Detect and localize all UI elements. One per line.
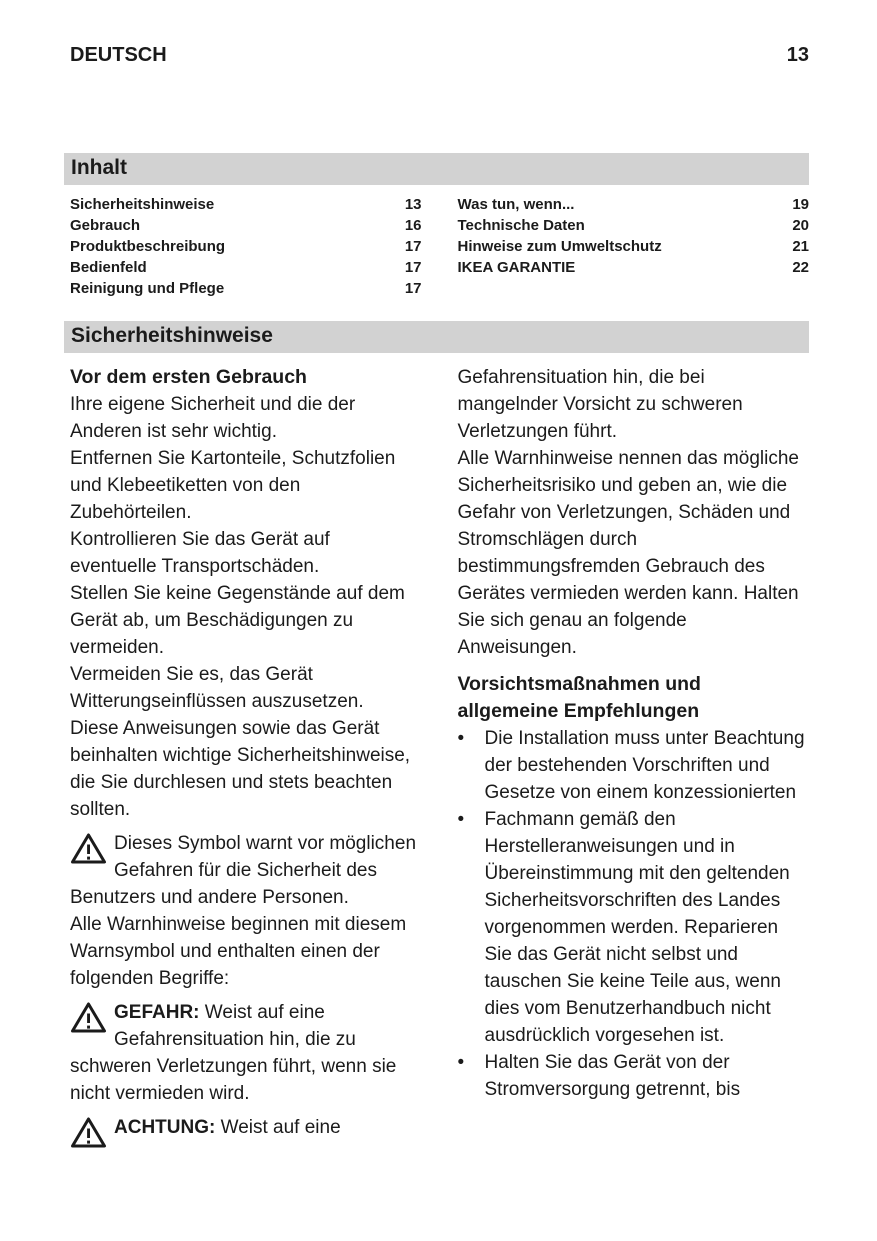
toc-entry-label: Produktbeschreibung <box>70 238 226 255</box>
table-of-contents <box>70 153 809 299</box>
toc-entry-label: Sicherheitshinweise <box>70 196 215 213</box>
paragraph: Vermeiden Sie es, das Gerät Witterungseinflüssen auszusetzen. <box>70 664 364 712</box>
toc-entry <box>70 278 422 299</box>
toc-column-left <box>70 194 422 299</box>
section-title-bar: Sicherheitshinweise <box>64 321 809 353</box>
caution-note <box>70 1114 422 1141</box>
toc-entry <box>70 194 422 215</box>
paragraph: Gefahrensituation hin, die bei mangelnder Vorsicht zu schweren Verletzungen führt. <box>457 367 743 442</box>
paragraph: Entfernen Sie Kartonteile, Schutzfolien und Klebeetiketten von den Zubehörteilen. <box>70 448 396 523</box>
right-column <box>458 364 810 1151</box>
page-number: 13 <box>786 44 809 66</box>
warning-triangle-icon <box>70 832 107 865</box>
paragraph: Kontrollieren Sie das Gerät auf eventuelle Transportschäden. <box>70 529 330 577</box>
toc-entry-label: Was tun, wenn... <box>457 196 575 213</box>
toc-entry-page: 17 <box>404 259 422 276</box>
toc-entry-label: Technische Daten <box>457 217 585 234</box>
caution-text: Weist auf eine <box>220 1117 341 1138</box>
toc-entry <box>458 236 810 257</box>
bullet-text: Fachmann gemäß den Herstelleranweisungen und in Übereinstimmung mit den geltenden Sicherheitsvorschriften des Landes vorgenommen werden. Reparieren Sie das Gerät nicht selbst und tauschen Sie keine Teile aus, wenn dies vom Benutzerhandbuch nicht ausdrücklich vorgesehen ist. <box>484 809 790 1046</box>
toc-entry-page: 17 <box>404 238 422 255</box>
paragraph: Alle Warnhinweise nennen das mögliche Sicherheitsrisiko und geben an, wie die Gefahr von Verletzungen, Schäden und Stromschlägen durch bestimmungsfremden Gebrauch des Gerätes vermieden werden kann. Halten Sie sich genau an folgende Anweisungen. <box>457 448 799 658</box>
toc-entry <box>458 257 810 278</box>
danger-text: Weist auf eine Gefahrensituation hin, die zu schweren Verletzungen führt, wenn sie nicht vermieden wird. <box>70 1002 397 1104</box>
bullet-item <box>458 725 810 806</box>
subsection-heading: Vorsichtsmaßnahmen und allgemeine Empfehlungen <box>457 673 701 722</box>
warning-note-text: Dieses Symbol warnt vor möglichen Gefahren für die Sicherheit des Benutzers und andere Personen. <box>70 833 417 908</box>
toc-entry-label: IKEA GARANTIE <box>457 259 576 276</box>
bullet-item <box>458 806 810 1049</box>
body-columns <box>70 364 809 1151</box>
bullet-marker: • <box>457 809 465 830</box>
subsection-heading: Vor dem ersten Gebrauch <box>70 366 307 388</box>
paragraph: Stellen Sie keine Gegenstände auf dem Gerät ab, um Beschädigungen zu vermeiden. <box>70 583 405 658</box>
paragraph: Ihre eigene Sicherheit und die der Anderen ist sehr wichtig. <box>70 394 356 442</box>
toc-entry-label: Hinweise zum Umweltschutz <box>457 238 662 255</box>
paragraph: Alle Warnhinweise beginnen mit diesem Warnsymbol und enthalten einen der folgenden Begriffe: <box>70 914 407 989</box>
danger-note <box>70 999 422 1107</box>
bullet-text: Die Installation muss unter Beachtung der bestehenden Vorschriften und Gesetze von einem konzessionierten <box>484 728 805 803</box>
toc-entry <box>70 236 422 257</box>
caution-term: ACHTUNG: <box>114 1117 216 1138</box>
toc-title-bar: Inhalt <box>64 153 809 185</box>
bullet-marker: • <box>457 728 465 749</box>
bullet-item <box>458 1049 810 1103</box>
toc-entry-label: Reinigung und Pflege <box>70 280 225 297</box>
toc-columns <box>70 194 809 299</box>
toc-entry-label: Bedienfeld <box>70 259 147 276</box>
warning-triangle-icon <box>70 1116 107 1149</box>
toc-entry <box>70 257 422 278</box>
toc-entry-label: Gebrauch <box>70 217 141 234</box>
bullet-marker: • <box>457 1052 465 1073</box>
bullet-text: Halten Sie das Gerät von der Stromversorgung getrennt, bis <box>484 1052 741 1100</box>
language-label: DEUTSCH <box>70 44 167 66</box>
left-column <box>70 364 422 1151</box>
toc-column-right <box>458 194 810 299</box>
page-header <box>70 44 809 67</box>
toc-entry <box>458 215 810 236</box>
warning-triangle-icon <box>70 1001 107 1034</box>
warning-note <box>70 830 422 911</box>
danger-term: GEFAHR: <box>114 1002 200 1023</box>
toc-entry-page: 17 <box>404 280 422 297</box>
toc-entry-page: 19 <box>792 196 809 213</box>
toc-entry <box>70 215 422 236</box>
toc-entry-page: 21 <box>792 238 809 255</box>
toc-entry-page: 22 <box>792 259 809 276</box>
toc-entry <box>458 194 810 215</box>
paragraph: Diese Anweisungen sowie das Gerät beinhalten wichtige Sicherheitshinweise, die Sie durchlesen und stets beachten sollten. <box>70 718 411 820</box>
toc-entry-page: 20 <box>792 217 809 234</box>
toc-entry-page: 16 <box>404 217 422 234</box>
toc-entry-page: 13 <box>404 196 422 213</box>
